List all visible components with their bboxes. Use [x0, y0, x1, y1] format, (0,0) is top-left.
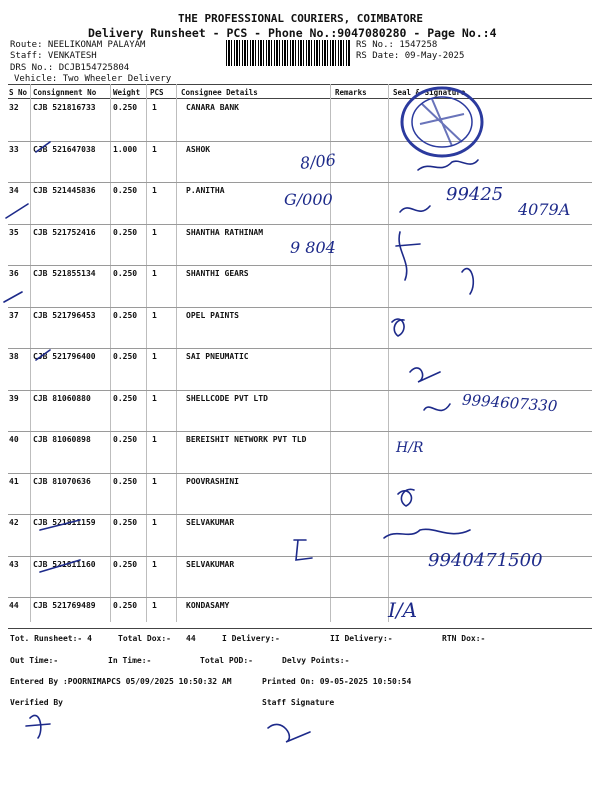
row-sno: 43 — [9, 559, 19, 569]
rtn-dox: RTN Dox:- — [442, 634, 486, 643]
row-weight: 0.250 — [113, 476, 138, 486]
i-delivery: I Delivery:- — [222, 634, 280, 643]
row-pcs: 1 — [152, 269, 157, 278]
row-consignee: BEREISHIT NETWORK PVT TLD — [186, 435, 307, 444]
col-pcs: PCS — [150, 88, 164, 97]
row-consignment-no: CJB 521647038 — [33, 144, 96, 154]
row-consignment-no: CJB 81070636 — [33, 476, 91, 486]
row-consignee: KONDASAMY — [186, 601, 230, 610]
row-weight: 1.000 — [113, 144, 138, 154]
rs-no: RS No.: 1547258 — [356, 40, 438, 50]
row-consignee: P.ANITHA — [186, 186, 225, 195]
company-title: THE PROFESSIONAL COURIERS, COIMBATORE — [178, 12, 424, 25]
total-runsheet: Tot. Runsheet:- 4 — [10, 634, 92, 643]
handwritten-note-a: 8/06 — [299, 150, 337, 173]
row-consignee: SELVAKUMAR — [186, 559, 235, 569]
col-remarks: Remarks — [335, 88, 367, 97]
row-consignment-no: CJB 521796453 — [33, 310, 96, 320]
handwritten-phone-4: 9940471500 — [428, 550, 543, 571]
ii-delivery: II Delivery:- — [330, 634, 393, 643]
row-weight: 0.250 — [113, 186, 138, 195]
row-consignment-no: CJB 521816733 — [33, 103, 96, 112]
handwritten-note-g: H/R — [396, 440, 424, 456]
row-weight: 0.250 — [113, 352, 138, 361]
row-weight: 0.250 — [113, 518, 138, 527]
row-weight: 0.250 — [113, 310, 138, 320]
row-pcs: 1 — [152, 393, 157, 403]
row-consignment-no: CJB 521811160 — [33, 559, 96, 569]
row-consignee: SHELLCODE PVT LTD — [186, 393, 268, 403]
row-consignee: OPEL PAINTS — [186, 310, 239, 320]
total-pod: Total POD:- — [200, 656, 253, 665]
total-dox-value: 44 — [186, 634, 196, 643]
col-weight: Weight — [113, 88, 141, 97]
out-time: Out Time:- — [10, 656, 59, 665]
row-consignee: SAI PNEUMATIC — [186, 352, 249, 361]
staff-label: Staff: VENKATESH — [10, 51, 97, 61]
row-weight: 0.250 — [113, 269, 138, 278]
row-weight: 0.250 — [113, 393, 138, 403]
handwritten-phone-1: 99425 — [446, 184, 504, 205]
verified-by: Verified By — [10, 698, 63, 707]
row-weight: 0.250 — [113, 227, 138, 237]
row-sno: 36 — [9, 269, 19, 278]
row-sno: 35 — [9, 227, 19, 237]
handwritten-note-b: G/000 — [284, 190, 333, 209]
row-pcs: 1 — [152, 559, 157, 569]
row-pcs: 1 — [152, 227, 157, 237]
row-sno: 33 — [9, 144, 19, 154]
row-consignee: ASHOK — [186, 144, 211, 154]
col-seal-signature: Seal & Signature — [393, 88, 466, 97]
row-consignee: SHANTHA RATHINAM — [186, 227, 264, 237]
row-consignment-no: CJB 81060898 — [33, 435, 91, 444]
row-consignment-no: CJB 81060880 — [33, 393, 91, 403]
row-pcs: 1 — [152, 435, 157, 444]
row-sno: 34 — [9, 186, 19, 195]
row-pcs: 1 — [152, 352, 157, 361]
row-sno: 40 — [9, 435, 19, 444]
row-sno: 44 — [9, 601, 19, 610]
row-pcs: 1 — [152, 518, 157, 527]
row-weight: 0.250 — [113, 435, 138, 444]
handwritten-note-i: I/A — [388, 598, 418, 622]
handwritten-phone-2: 4079A — [518, 200, 571, 219]
row-sno: 41 — [9, 476, 19, 486]
row-weight: 0.250 — [113, 559, 138, 569]
row-consignment-no: CJB 521811159 — [33, 518, 96, 527]
vehicle-label: Vehicle: Two Wheeler Delivery — [14, 74, 172, 84]
row-weight: 0.250 — [113, 601, 138, 610]
printed-on: Printed On: 09-05-2025 10:50:54 — [262, 677, 412, 686]
rs-date: RS Date: 09-May-2025 — [356, 51, 465, 61]
col-sno: S No — [9, 88, 28, 97]
row-consignee: SHANTHI GEARS — [186, 269, 249, 278]
in-time: In Time:- — [108, 656, 152, 665]
col-consignment: Consignment No — [33, 88, 97, 97]
drs-label: DRS No.: DCJB154725804 — [10, 63, 130, 73]
row-sno: 39 — [9, 393, 19, 403]
col-consignee: Consignee Details — [181, 88, 258, 97]
row-consignment-no: CJB 521769489 — [33, 601, 96, 610]
row-consignment-no: CJB 521855134 — [33, 269, 96, 278]
row-pcs: 1 — [152, 476, 157, 486]
handwritten-note-e: 9 804 — [290, 238, 336, 257]
staff-signature: Staff Signature — [262, 698, 335, 707]
row-consignment-no: CJB 521445836 — [33, 186, 96, 195]
entered-by: Entered By :POORNIMAPCS 05/09/2025 10:50:32 AM — [10, 677, 232, 686]
row-sno: 42 — [9, 518, 19, 527]
row-consignment-no: CJB 521752416 — [33, 227, 96, 237]
total-dox-label: Total Dox:- — [118, 634, 171, 643]
row-pcs: 1 — [152, 144, 157, 154]
row-sno: 32 — [9, 103, 19, 112]
row-pcs: 1 — [152, 186, 157, 195]
row-pcs: 1 — [152, 103, 157, 112]
runsheet-title: Delivery Runsheet - PCS - Phone No.:9047080280 - Page No.:4 — [88, 26, 497, 40]
row-sno: 38 — [9, 352, 19, 361]
route-label: Route: NEELIKONAM PALAYAM — [10, 40, 146, 50]
row-consignee: SELVAKUMAR — [186, 518, 235, 527]
row-pcs: 1 — [152, 601, 157, 610]
row-weight: 0.250 — [113, 103, 138, 112]
row-consignee: CANARA BANK — [186, 103, 239, 112]
row-consignment-no: CJB 521796400 — [33, 352, 96, 361]
delvy-points: Delvy Points:- — [282, 656, 350, 665]
row-consignee: POOVRASHINI — [186, 476, 239, 486]
row-pcs: 1 — [152, 310, 157, 320]
handwritten-phone-3: 9994607330 — [461, 390, 558, 416]
row-sno: 37 — [9, 310, 19, 320]
